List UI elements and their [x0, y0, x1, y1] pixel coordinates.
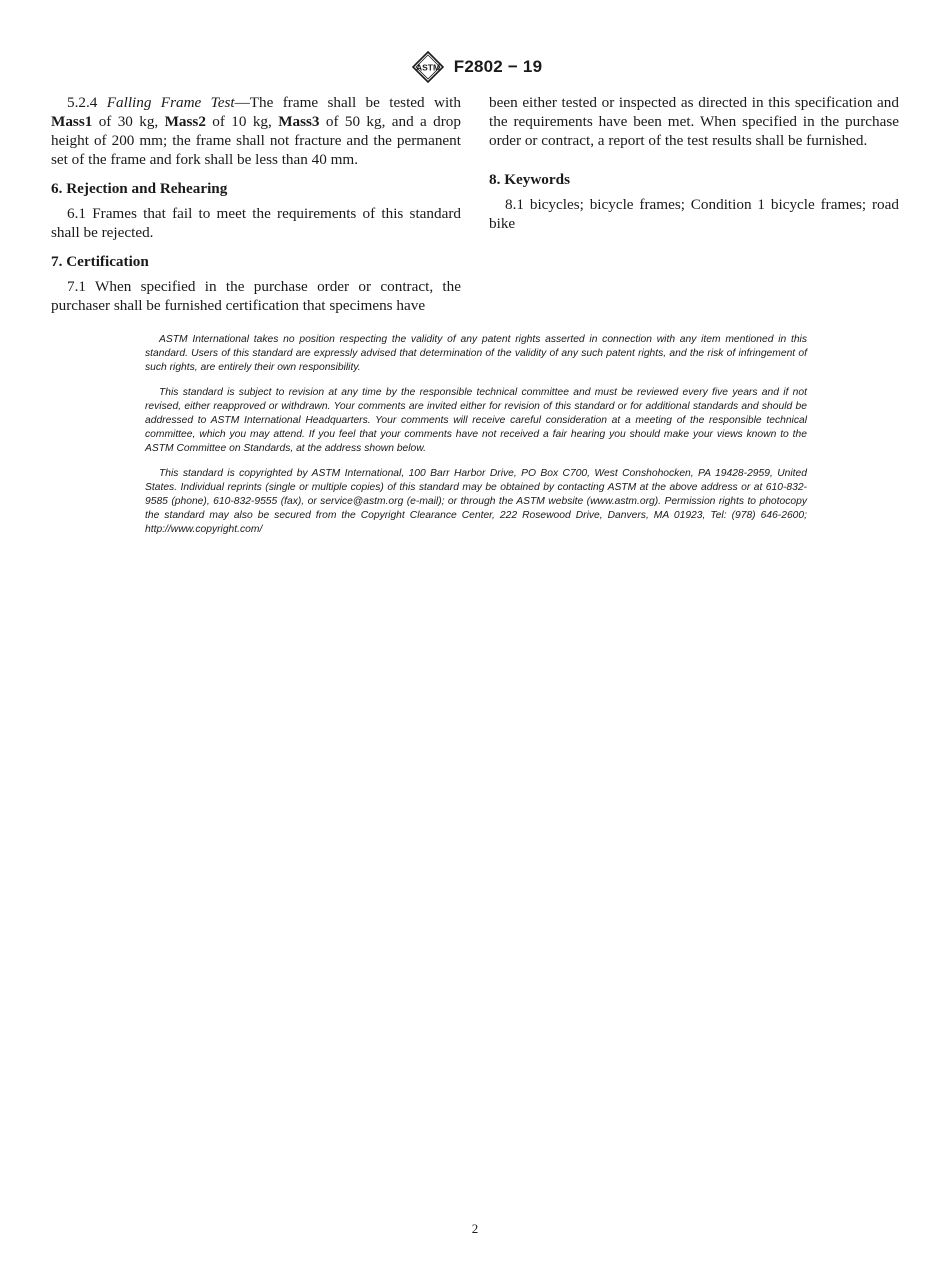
right-column [489, 93, 899, 233]
section-6-1: 6.1 Frames that fail to meet the requirements of this standard shall be rejected. [51, 205, 461, 241]
astm-notices [145, 333, 807, 548]
section-title: Falling Frame Test [106, 94, 235, 111]
page-header [0, 50, 950, 84]
section-5-2-4: 5.2.4 Falling Frame Test—The frame shall be tested with Mass1 of 30 kg, Mass2 of 10 kg, Mass3 of 50 kg, and a drop height of 200 mm; the frame shall not fracture and the permanent set of the frame and fork shall be less than 40 mm. [51, 94, 462, 168]
section-8-heading: 8. Keywords [489, 171, 570, 188]
section-7-1-continued: been either tested or inspected as directed in this specification and the requirements have been met. When specified in the purchase order or contract, a report of the test results shall be furnished. [489, 94, 899, 149]
page-number: 2 [471, 1221, 479, 1236]
section-7-1: 7.1 When specified in the purchase order or contract, the purchaser shall be furnished certification that specimens have [51, 278, 461, 314]
standard-designation: F2802 − 19 [453, 57, 543, 76]
section-6-heading: 6. Rejection and Rehearing [51, 180, 228, 197]
svg-text:ASTM: ASTM [415, 62, 440, 73]
patent-notice: ASTM International takes no position respecting the validity of any patent rights asserted in connection with any item mentioned in this standard. Users of this standard are expressly advised that determination of the validity of any such patent rights, and the risk of infringement of such rights, are entirely their own responsibility. [145, 334, 807, 373]
copyright-notice: This standard is copyrighted by ASTM International, 100 Barr Harbor Drive, PO Box C700, West Conshohocken, PA 19428-2959, United States. Individual reprints (single or multiple copies) of this standard may be obtained by contacting ASTM at the above address or at 610-832-9585 (phone), 610-832-9555 (fax), or service@astm.org (e-mail); or through the ASTM website (www.astm.org). Permission rights to photocopy the standard may also be secured from the Copyright Clearance Center, 222 Rosewood Drive, Danvers, MA 01923, Tel: (978) 646-2600; http://www.copyright.com/ [145, 468, 807, 535]
astm-logo-icon [408, 50, 448, 84]
section-8-1: 8.1 bicycles; bicycle frames; Condition 1 bicycle frames; road bike [489, 196, 899, 232]
revision-notice: This standard is subject to revision at any time by the responsible technical committee and must be reviewed every five years and if not revised, either reapproved or withdrawn. Your comments are invited either for revision of this standard or for additional standards and should be addressed to ASTM International Headquarters. Your comments will receive careful consideration at a meeting of the responsible technical committee, which you may attend. If you feel that your comments have not received a fair hearing you should make your views known to the ASTM Committee on Standards, at the address shown below. [145, 387, 807, 454]
left-column [51, 93, 461, 315]
section-7-heading: 7. Certification [51, 253, 149, 270]
